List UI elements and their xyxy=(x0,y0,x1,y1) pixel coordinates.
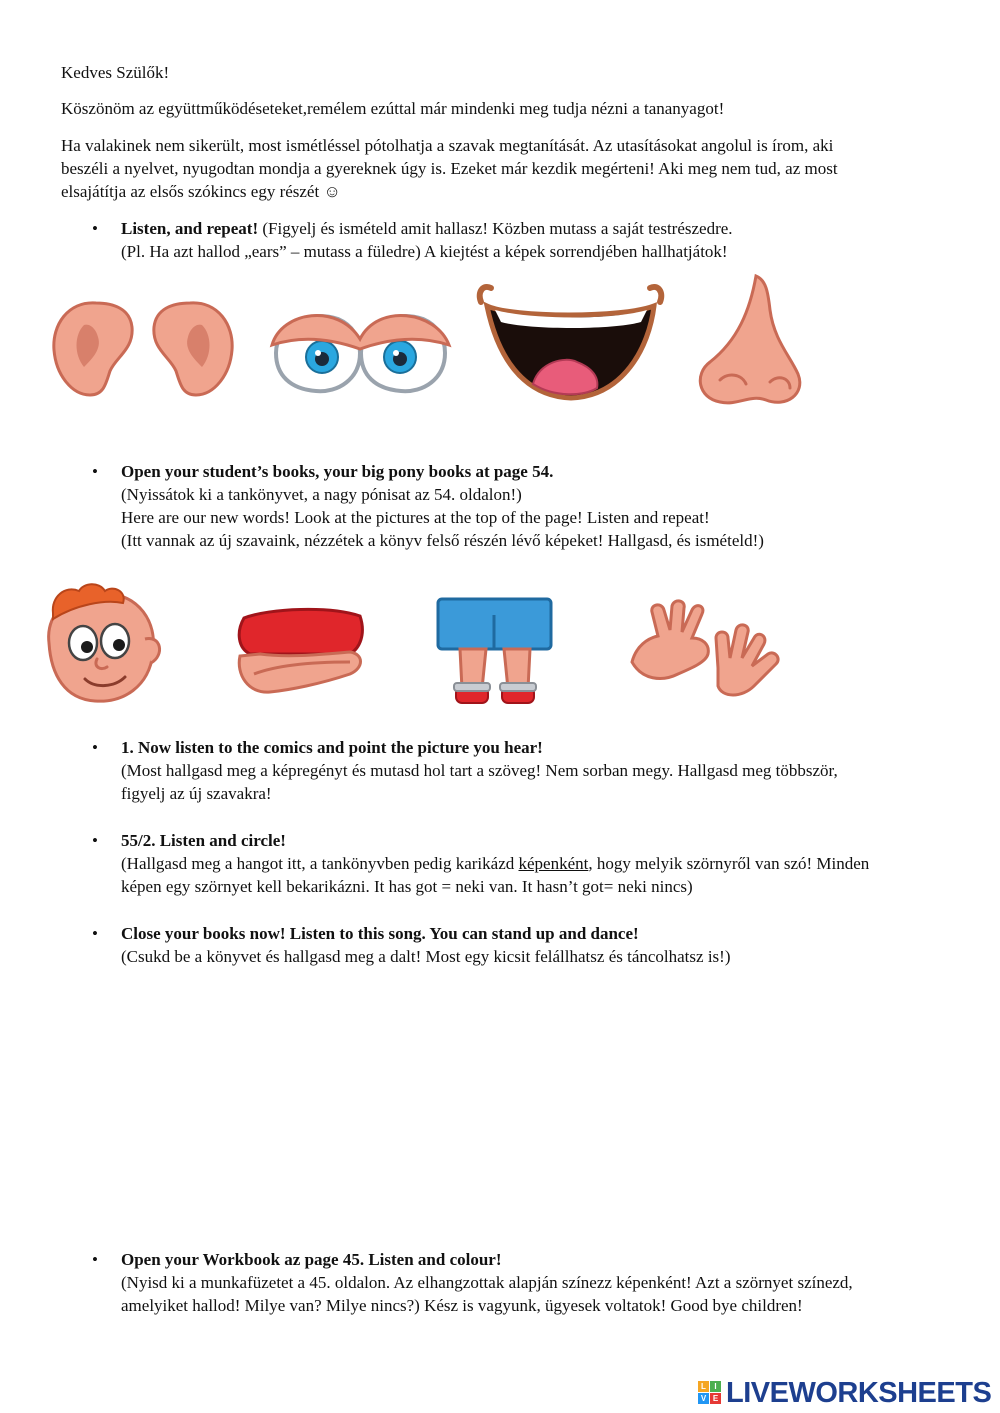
intro-paragraph-2 xyxy=(61,134,941,203)
instruction-text: (Nyisd ki a munkafüzetet a 45. oldalon. Az elhangzottak alapján színezz képenként! Azt a szörnyet színezd, xyxy=(121,1273,853,1292)
nose-icon xyxy=(690,270,810,410)
intro-paragraph-1: Köszönöm az együttműködéseteket,remélem ezúttal már mindenki meg tudja nézni a tananyagot! xyxy=(61,99,725,118)
bullet: • xyxy=(92,219,98,238)
logo-mark-letter: L xyxy=(698,1381,709,1392)
instruction-text: (Csukd be a könyvet és hallgasd meg a dalt! Most egy kicsit felállhatsz és táncolhatsz is!) xyxy=(121,947,731,966)
underlined-word: képenként xyxy=(518,854,589,873)
instruction-title: 1. Now listen to the comics and point the picture you hear! xyxy=(121,738,543,757)
legs-icon xyxy=(432,595,557,715)
logo-mark-letter: E xyxy=(710,1393,721,1404)
arms-icon xyxy=(230,604,370,699)
logo-mark-letter: I xyxy=(710,1381,721,1392)
intro-line: Ha valakinek nem sikerült, most ismétléssel pótolhatja a szavak megtanítását. Az utasításokat angolul is írom, aki xyxy=(61,136,834,155)
hands-icon xyxy=(622,598,787,708)
instruction-text: figyelj az új szavakra! xyxy=(121,784,272,803)
mouth-icon xyxy=(473,278,668,408)
bullet: • xyxy=(92,831,98,850)
bullet: • xyxy=(92,462,98,481)
bullet: • xyxy=(92,924,98,943)
liveworksheets-logo xyxy=(698,1377,993,1409)
instruction-title: 55/2. Listen and circle! xyxy=(121,831,286,850)
instruction-text: amelyiket hallod! Milye van? Milye nincs?) Kész is vagyunk, ügyesek voltatok! Good bye children! xyxy=(121,1296,803,1315)
ears-icon xyxy=(48,295,238,405)
instruction-title: Open your student’s books, your big pony books at page 54. xyxy=(121,462,554,481)
bullet: • xyxy=(92,738,98,757)
intro-line: beszéli a nyelvet, nyugodtan mondja a gyereknek úgy is. Ezeket már kezdik megérteni! Aki meg nem tud, az most xyxy=(61,159,838,178)
instruction-text: (Itt vannak az új szavaink, nézzétek a könyv felső részén lévő képeket! Hallgasd, és ismételd!) xyxy=(121,531,764,550)
instruction-text: (Figyelj és ismételd amit hallasz! Közben mutass a saját testrészedre. xyxy=(258,219,733,238)
instruction-text: (Hallgasd meg a hangot itt, a tankönyvben pedig karikázd xyxy=(121,854,519,873)
head-icon xyxy=(35,583,165,708)
instruction-title: Close your books now! Listen to this song. You can stand up and dance! xyxy=(121,924,639,943)
instruction-text: képen egy szörnyet kell bekarikázni. It has got = neki van. It hasn’t got= neki nincs) xyxy=(121,877,693,896)
instruction-title: Listen, and repeat! xyxy=(121,219,259,238)
instruction-text: , hogy melyik szörnyről van szó! Minden xyxy=(588,854,870,873)
instruction-text: (Nyissátok ki a tankönyvet, a nagy pónisat az 54. oldalon!) xyxy=(121,485,522,504)
instruction-title: Open your Workbook az page 45. Listen and colour! xyxy=(121,1250,502,1269)
logo-mark-icon xyxy=(698,1381,722,1405)
eyes-icon xyxy=(268,305,453,400)
instruction-text: (Pl. Ha azt hallod „ears” – mutass a füledre) A kiejtést a képek sorrendjében hallhatjátok! xyxy=(121,242,728,261)
greeting: Kedves Szülők! xyxy=(61,63,170,82)
intro-line: elsajátítja az elsős szókincs egy részét ☺ xyxy=(61,182,341,201)
brand-name: LIVEWORKSHEETS xyxy=(726,1377,992,1409)
logo-mark-letter: V xyxy=(698,1393,709,1404)
instruction-text: (Most hallgasd meg a képregényt és mutasd hol tart a szöveg! Nem sorban megy. Hallgasd meg többször, xyxy=(121,761,838,780)
bullet: • xyxy=(92,1250,98,1269)
instruction-text: Here are our new words! Look at the pictures at the top of the page! Listen and repeat! xyxy=(121,508,710,527)
